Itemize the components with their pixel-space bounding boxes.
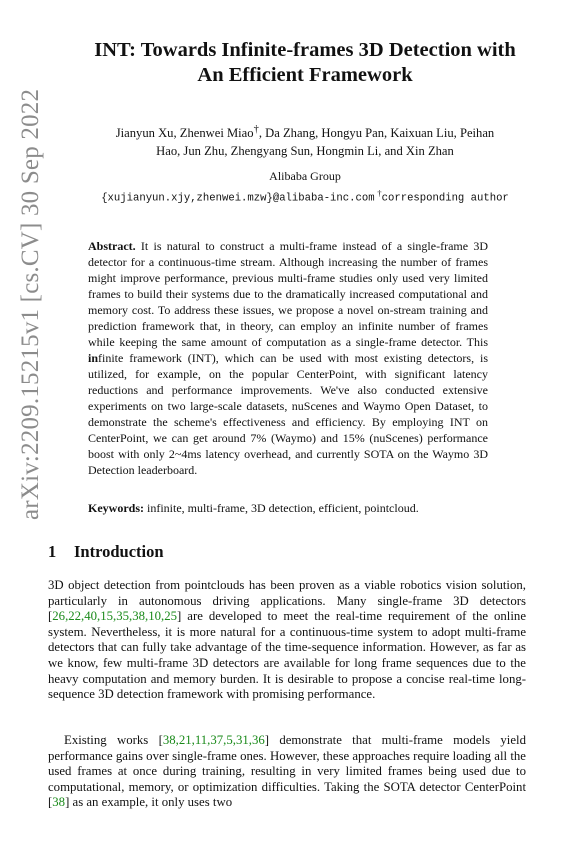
authors-part-a: Jianyun Xu, Zhenwei Miao	[115, 126, 254, 141]
paper-title	[55, 38, 555, 88]
abstract-text-a: It is natural to construct a multi-frame instead of a single-frame 3D detector for a continuous-time stream. Although increasing the number of frames might improve performance, previous multi-frame studies only used very limited frames to build their systems due to the dramatically increased computational and memory cost. To address these issues, we propose a novel on-stream training and prediction framework that, in theory, can employ an infinite number of frames while keeping the same amount of computation as a single-frame detector. This	[88, 239, 488, 349]
abstract-block	[88, 238, 488, 478]
p2-text-1: Existing works [	[64, 733, 163, 747]
affiliation-org: Alibaba Group	[269, 169, 341, 183]
corresponding-note: corresponding author	[381, 192, 509, 205]
p1-text-2: ] are developed to meet the real-time requirement of the online system. Nevertheless, it is more natural for a continuous-time system to adopt multi-frame detectors that can fully take advantage of the time-sequence information. However, as far as we know, few multi-frame 3D detectors are available for long frame sequences due to the heavy computation and memory burden. It is desirable to propose a concise real-time long-sequence 3D detection framework with promising performance.	[48, 609, 526, 702]
citation-link[interactable]: 26,22,40,15,35,38,10,25	[52, 609, 178, 624]
abstract-bold-in: in	[88, 351, 99, 365]
author-line-2: Hao, Jun Zhu, Zhengyang Sun, Hongmin Li, and Xin Zhan	[156, 144, 454, 159]
abstract-text-b: finite framework (INT), which can be used with most existing detectors, is utilized, for example, on the popular CenterPoint, with significant latency reductions and performance improvements. We've also conducted extensive experiments on two large-scale datasets, nuScenes and Waymo Open Dataset, to demonstrate the scheme's effectiveness and efficiency. By employing INT on CenterPoint, we can get around 7% (Waymo) and 15% (nuScenes) performance boost with only 2~4ms latency overhead, and currently SOTA on the Waymo 3D Detection leaderboard.	[88, 351, 488, 477]
citation-link[interactable]: 38,21,11,37,5,31,36	[162, 733, 265, 747]
p2-text-2: ] demonstrate that multi-frame models yield performance gains over single-frame ones. However, these approaches require loading all the used frames at once during training, resulting in very limited frames being used due to computational, memory, or optimization difficulties. Taking the SOTA detector CenterPoint [	[48, 733, 526, 810]
author-line-1	[70, 121, 540, 142]
title-line-2: An Efficient Framework	[197, 64, 413, 86]
email-addresses: {xujianyun.xjy,zhenwei.mzw}@alibaba-inc.com	[101, 192, 375, 205]
title-line-1: INT: Towards Infinite-frames 3D Detection with	[94, 39, 516, 61]
corresponding-dagger: †	[253, 124, 259, 135]
affiliation	[55, 168, 555, 208]
note-dagger: †	[377, 188, 382, 198]
section-heading	[48, 542, 164, 562]
keywords-label: Keywords:	[88, 501, 144, 515]
p2-text-3: ] as an example, it only uses two	[65, 795, 233, 810]
author-list	[70, 121, 540, 160]
p1-text-1: 3D object detection from pointclouds has been proven as a viable robotics vision solution, particularly in autonomous driving applications. Many single-frame 3D detectors [	[48, 578, 526, 624]
keywords-text: infinite, multi-frame, 3D detection, efficient, pointcloud.	[147, 501, 419, 515]
section-title: Introduction	[74, 542, 164, 561]
intro-paragraph-1	[48, 578, 526, 703]
arxiv-identifier-stamp: arXiv:2209.15215v1 [cs.CV] 30 Sep 2022	[17, 88, 44, 520]
abstract-label: Abstract.	[88, 239, 136, 253]
intro-paragraph-2	[48, 733, 526, 811]
citation-link[interactable]: 38	[52, 795, 66, 810]
section-number: 1	[48, 542, 57, 561]
keywords-block	[88, 500, 488, 516]
authors-part-b: , Da Zhang, Hongyu Pan, Kaixuan Liu, Peihan	[258, 126, 495, 141]
author-emails	[55, 185, 555, 208]
